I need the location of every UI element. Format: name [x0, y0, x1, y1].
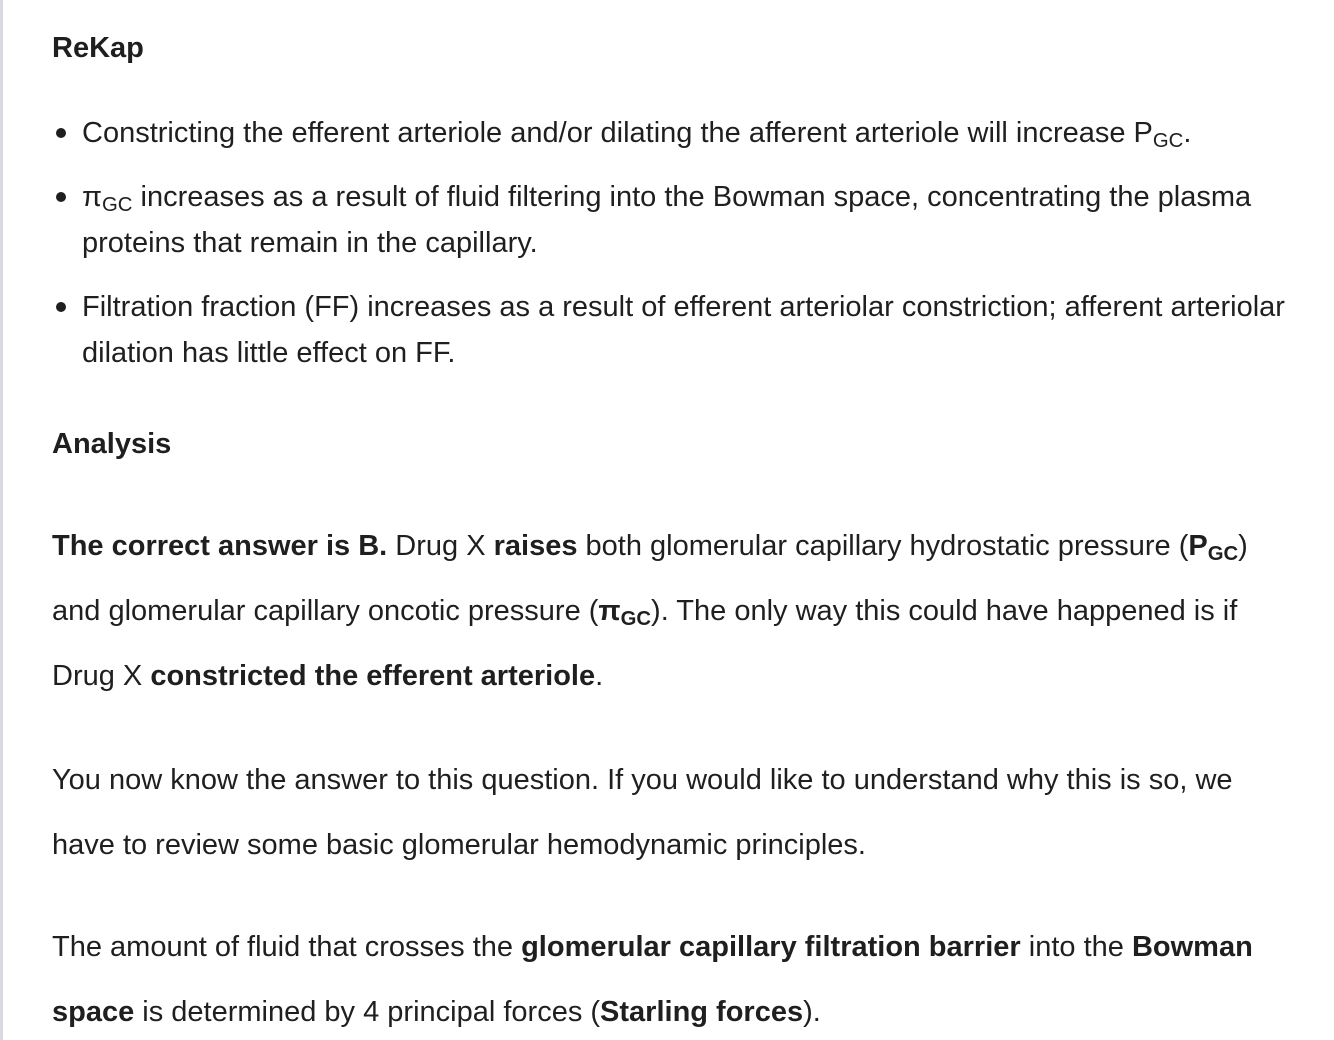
pi-symbol: π [598, 595, 621, 627]
bullet-dot-icon [56, 302, 66, 312]
rekap-bullet-list [52, 110, 1320, 394]
analysis-paragraph-answer [52, 514, 1302, 709]
text-run: Drug X [387, 530, 494, 562]
analysis-paragraph-starling [52, 915, 1302, 1040]
rekap-bullet-2 [52, 174, 1320, 266]
rekap-bullet-3 [52, 284, 1320, 376]
bullet-2-text: increases as a result of fluid filtering into the Bowman space, concentrating the plasma proteins that remain in the capillary. [82, 181, 1252, 259]
p-symbol: P [1188, 530, 1208, 562]
bold-bowman-space: Bowman space [52, 931, 1253, 1028]
text-run: . [595, 660, 604, 692]
bold-constricted-efferent: constricted the efferent arteriole [150, 660, 596, 692]
subscript-gc: GC [102, 194, 133, 217]
text-run: both glomerular capillary hydrostatic pressure ( [577, 530, 1189, 562]
pigc-term [598, 595, 652, 631]
subscript-gc: GC [620, 608, 652, 631]
analysis-paragraph-review: You now know the answer to this question. If you would like to understand why this is so, we have to review some basic glomerular hemodynamic principles. [52, 764, 1233, 861]
analysis-heading: Analysis [52, 428, 172, 460]
text-run: ). [803, 996, 821, 1028]
pi-symbol: π [82, 181, 103, 213]
text-run: is determined by 4 principal forces ( [134, 996, 601, 1028]
bullet-dot-icon [56, 128, 66, 138]
subscript-gc: GC [1207, 543, 1239, 566]
bullet-3-text: Filtration fraction (FF) increases as a result of efferent arteriolar constriction; afferent arteriolar dilation has little effect on FF. [82, 291, 1285, 369]
bold-raises: raises [493, 530, 578, 562]
bullet-dot-icon [56, 192, 66, 202]
bullet-1-text: Constricting the efferent arteriole and/or dilating the afferent arteriole will increase P [82, 117, 1153, 149]
text-run: ) and glomerular capillary oncotic pressure ( [52, 530, 1248, 627]
text-run: into the [1020, 931, 1132, 963]
bullet-1-period: . [1183, 117, 1192, 149]
rekap-heading: ReKap [52, 32, 144, 64]
left-border-rule [0, 0, 3, 1040]
bold-filtration-barrier: glomerular capillary filtration barrier [521, 931, 1021, 963]
correct-answer-statement: The correct answer is B. [52, 530, 388, 562]
subscript-gc: GC [1152, 130, 1184, 153]
rekap-bullet-1 [52, 110, 1320, 156]
bold-starling-forces: Starling forces [600, 996, 804, 1028]
pgc-term [1188, 530, 1239, 566]
text-run: ). The only way this could have happened is if Drug X [52, 595, 1238, 692]
text-run: The amount of fluid that crosses the [52, 931, 522, 963]
